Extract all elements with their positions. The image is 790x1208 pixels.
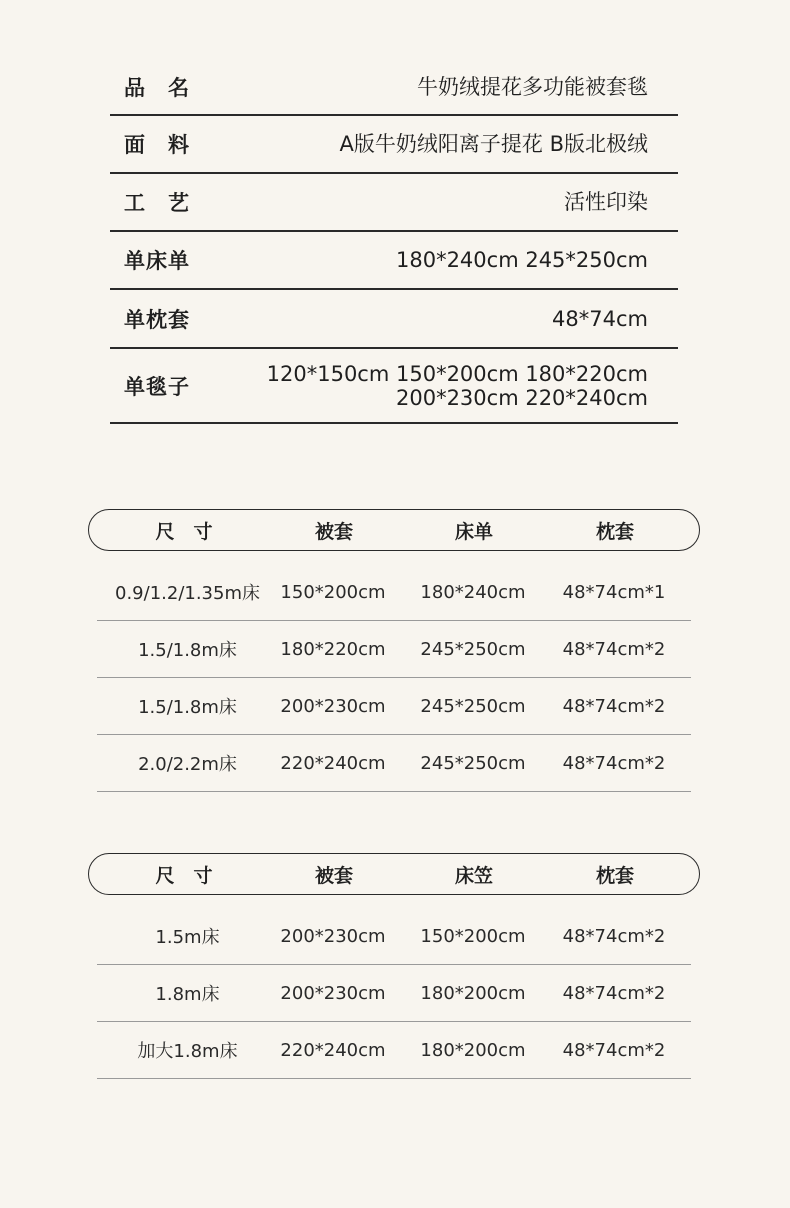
spec-row-craft	[110, 174, 678, 232]
table-body	[88, 908, 700, 1079]
cell-pillowcase: 48*74cm*1	[562, 581, 666, 603]
cell-fitted-sheet: 150*200cm	[420, 925, 526, 947]
header-pillowcase: 枕套	[595, 864, 634, 887]
spec-row-pillowcase	[110, 290, 678, 349]
cell-duvet: 220*240cm	[280, 752, 386, 774]
header-sheet: 床单	[454, 520, 493, 543]
spec-value	[267, 362, 648, 410]
cell-sheet: 245*250cm	[420, 638, 526, 660]
spec-label: 单枕套	[124, 307, 190, 332]
cell-pillowcase: 48*74cm*2	[562, 638, 666, 660]
table-row	[97, 564, 691, 621]
cell-size: 1.5/1.8m床	[138, 697, 237, 718]
header-size: 尺 寸	[155, 520, 213, 543]
spec-value: 活性印染	[564, 190, 648, 214]
cell-size: 1.5/1.8m床	[138, 640, 237, 661]
header-duvet: 被套	[314, 864, 353, 887]
table-body	[88, 564, 700, 792]
spec-value-line: 200*230cm 220*240cm	[395, 385, 648, 410]
cell-size: 1.5m床	[155, 927, 220, 948]
cell-sheet: 245*250cm	[420, 752, 526, 774]
cell-sheet: 180*240cm	[420, 581, 526, 603]
size-table-sheet	[88, 509, 700, 792]
spec-row-sheet	[110, 232, 678, 290]
spec-value: 牛奶绒提花多功能被套毯	[417, 75, 648, 99]
cell-fitted-sheet: 180*200cm	[420, 982, 526, 1004]
cell-pillowcase: 48*74cm*2	[562, 982, 666, 1004]
cell-pillowcase: 48*74cm*2	[562, 752, 666, 774]
cell-duvet: 200*230cm	[280, 925, 386, 947]
cell-duvet: 150*200cm	[280, 581, 386, 603]
size-table-fitted	[88, 853, 700, 1079]
header-size: 尺 寸	[155, 864, 213, 887]
cell-sheet: 245*250cm	[420, 695, 526, 717]
table-row	[97, 735, 691, 792]
table-header	[88, 853, 700, 895]
cell-pillowcase: 48*74cm*2	[562, 695, 666, 717]
cell-size: 加大1.8m床	[137, 1041, 238, 1062]
cell-duvet: 200*230cm	[280, 695, 386, 717]
spec-value-line: 120*150cm 150*200cm 180*220cm	[266, 361, 648, 386]
spec-row-name	[110, 60, 678, 116]
spec-row-blanket	[110, 349, 678, 424]
header-pillowcase: 枕套	[595, 520, 634, 543]
spec-label: 面 料	[124, 133, 190, 157]
spec-value: 180*240cm 245*250cm	[395, 248, 648, 272]
header-duvet: 被套	[314, 520, 353, 543]
table-row	[97, 1022, 691, 1079]
spec-value: 48*74cm	[552, 306, 648, 331]
table-row	[97, 908, 691, 965]
cell-duvet: 180*220cm	[280, 638, 386, 660]
cell-duvet: 220*240cm	[280, 1039, 386, 1061]
spec-list	[110, 60, 678, 424]
cell-fitted-sheet: 180*200cm	[420, 1039, 526, 1061]
table-row	[97, 678, 691, 735]
cell-size: 2.0/2.2m床	[138, 754, 237, 775]
spec-label: 单床单	[124, 249, 190, 273]
cell-pillowcase: 48*74cm*2	[562, 925, 666, 947]
cell-size: 0.9/1.2/1.35m床	[115, 583, 260, 604]
cell-size: 1.8m床	[155, 984, 220, 1005]
cell-pillowcase: 48*74cm*2	[562, 1039, 666, 1061]
spec-label: 品 名	[124, 76, 190, 100]
table-row	[97, 621, 691, 678]
cell-duvet: 200*230cm	[280, 982, 386, 1004]
spec-row-fabric	[110, 116, 678, 174]
spec-label: 单毯子	[124, 374, 190, 399]
table-row	[97, 965, 691, 1022]
header-fitted-sheet: 床笠	[454, 864, 493, 887]
table-header	[88, 509, 700, 551]
spec-label: 工 艺	[124, 191, 190, 215]
spec-value: A版牛奶绒阳离子提花 B版北极绒	[339, 132, 648, 156]
